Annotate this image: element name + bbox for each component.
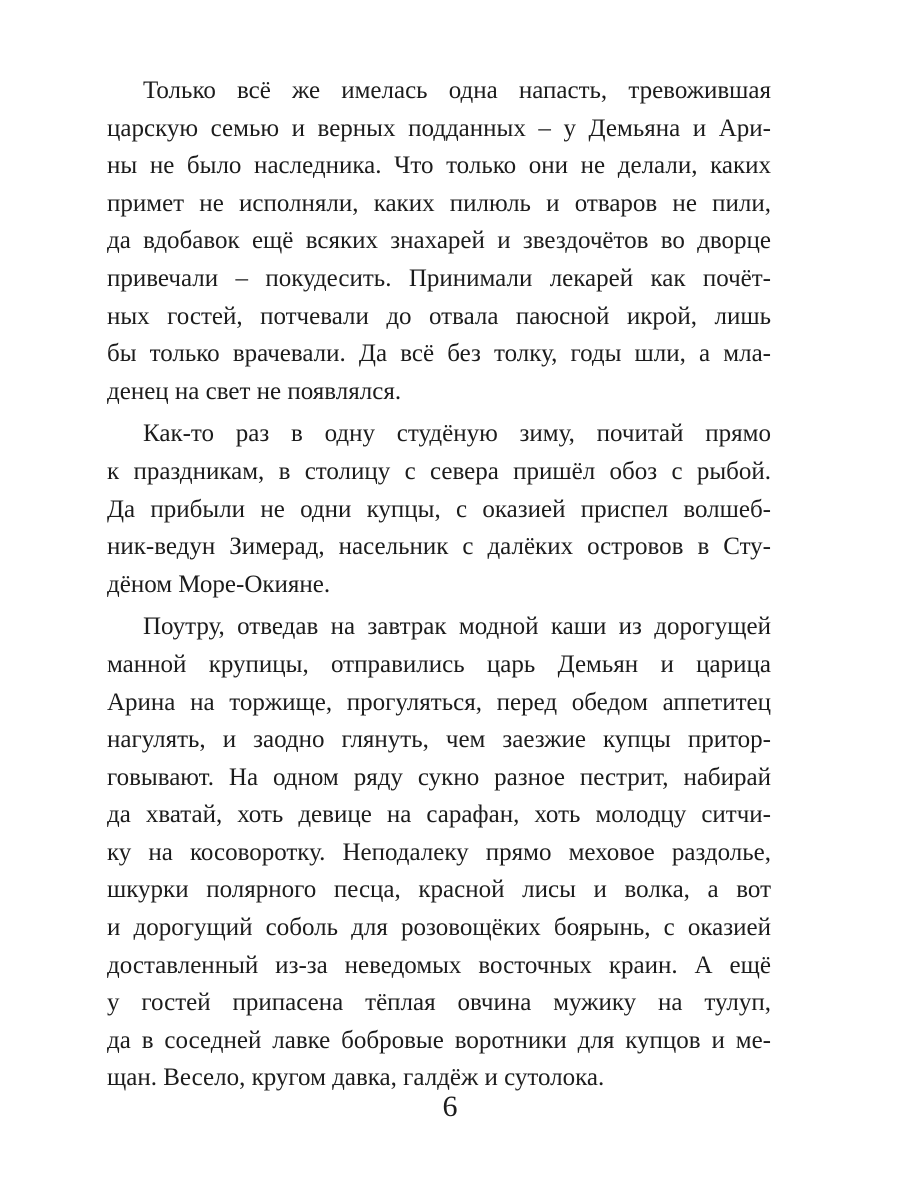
text-line: денец на свет не появлялся.: [107, 377, 402, 405]
text-line: говывают. На одном ряду сукно разное пестрит, набирай: [107, 763, 771, 791]
text-line: примет не исполняли, каких пилюль и отваров не пили,: [107, 189, 771, 217]
text-line: и дорогущий соболь для розовощёких боярынь, с оказией: [107, 914, 771, 942]
paragraph-2: [107, 415, 771, 603]
text-line: Арина на торжище, прогуляться, перед обедом аппетитец: [107, 688, 771, 716]
text-line: Поутру, отведав на завтрак модной каши из дорогущей: [143, 613, 771, 641]
text-line: царскую семью и верных подданных – у Демьяна и Ари-: [107, 114, 771, 142]
text-line: щан. Весело, кругом давка, галдёж и сутолока.: [107, 1064, 605, 1092]
text-line: доставленный из-за неведомых восточных краин. А ещё: [107, 951, 771, 979]
page-number: 6: [442, 1090, 458, 1123]
text-line: у гостей припасена тёплая овчина мужику на тулуп,: [107, 989, 771, 1017]
text-line: ных гостей, потчевали до отвала паюсной икрой, лишь: [107, 302, 771, 330]
paragraph-3: [107, 608, 771, 1097]
text-line: Только всё же имелась одна напасть, тревожившая: [143, 77, 771, 104]
text-line: бы только врачевали. Да всё без толку, годы шли, а мла-: [107, 340, 771, 368]
paragraph-1: [107, 72, 771, 410]
text-line: да хватай, хоть девице на сарафан, хоть молодцу ситчи-: [107, 801, 771, 829]
text-line: нагулять, и заодно глянуть, чем заезжие купцы притор-: [107, 726, 771, 754]
text-line: ку на косоворотку. Неподалеку прямо меховое раздолье,: [107, 838, 771, 866]
text-line: Да прибыли не одни купцы, с оказией приспел волшеб-: [107, 495, 771, 523]
text-line: к праздникам, в столицу с севера пришёл обоз с рыбой.: [107, 457, 771, 485]
text-line: да в соседней лавке бобровые воротники для купцов и ме-: [107, 1026, 771, 1054]
text-line: дёном Море-Окияне.: [107, 570, 331, 598]
text-line: ны не было наследника. Что только они не делали, каких: [107, 152, 771, 180]
page-body: [107, 72, 771, 1102]
text-line: ник-ведун Зимерад, насельник с далёких островов в Сту-: [107, 533, 771, 561]
text-line: да вдобавок ещё всяких знахарей и звездочётов во дворце: [107, 227, 771, 255]
text-line: привечали – покудесить. Принимали лекарей как почёт-: [107, 264, 771, 292]
text-line: Как-то раз в одну студёную зиму, почитай прямо: [143, 420, 771, 448]
text-line: манной крупицы, отправились царь Демьян и царица: [107, 650, 771, 678]
text-line: шкурки полярного песца, красной лисы и волка, а вот: [107, 876, 771, 904]
